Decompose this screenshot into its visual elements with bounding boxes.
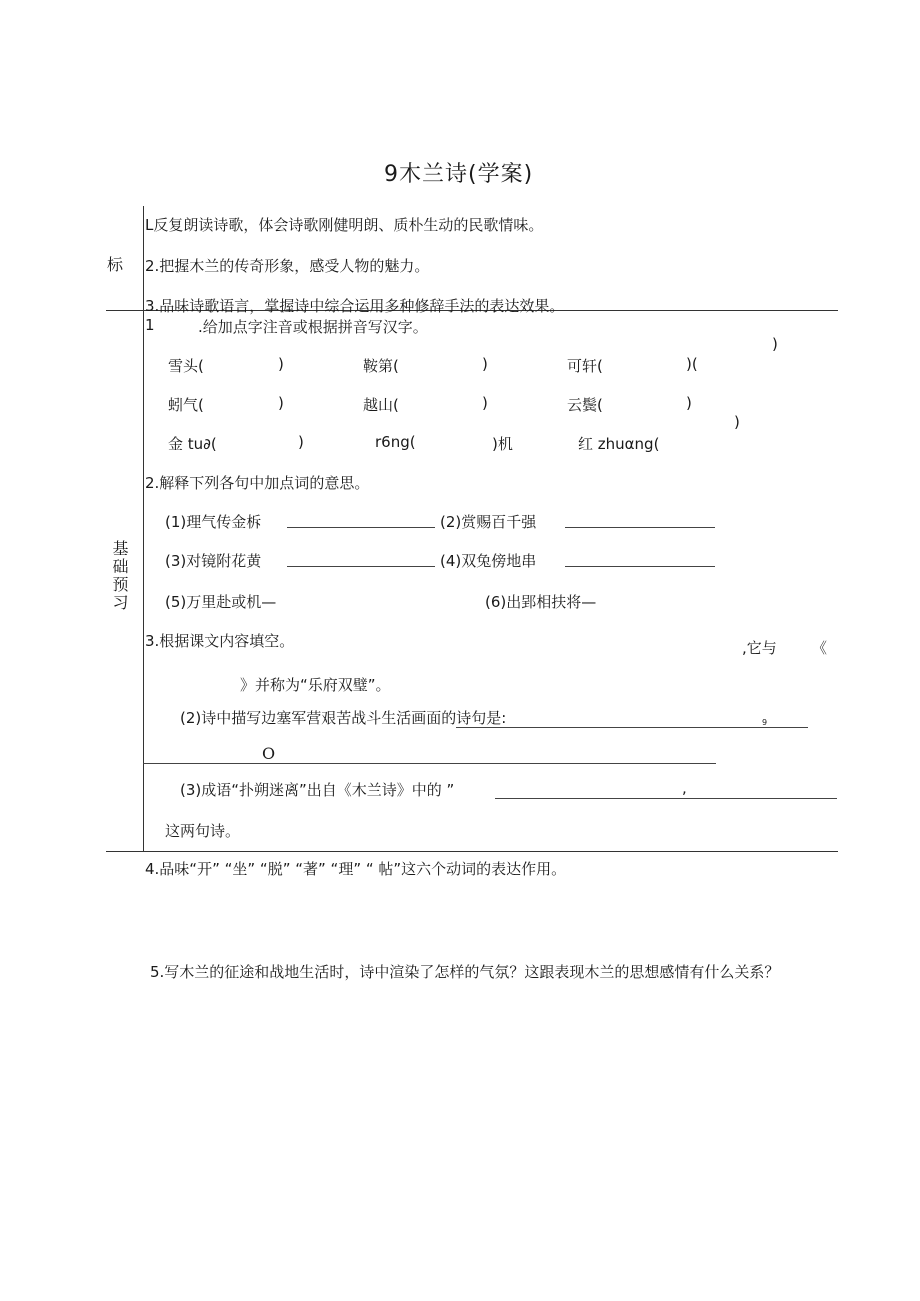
q2-item: (5)万里赴或机— [165, 593, 277, 611]
q1-item: 越山( [363, 396, 399, 414]
q3-tail: ,它与 [742, 639, 777, 657]
q1-item: ) [772, 335, 778, 353]
answer-line[interactable] [143, 763, 716, 764]
q4-text: 4.品味“开” “坐” “脱” “著” “理” “ 帖”这六个动词的表达作用。 [145, 860, 567, 878]
answer-line[interactable] [456, 727, 808, 728]
q1-item: ) [278, 355, 284, 373]
q2-item: (3)对镜附花黄 [165, 552, 262, 570]
answer-line[interactable] [565, 566, 715, 567]
q5-text: 5.写木兰的征途和战地生活时，诗中渲染了怎样的气氛？这跟表现木兰的思想感情有什么关系？ [150, 963, 780, 981]
q3-sub2: (2)诗中描写边塞军营艰苦战斗生活画面的诗句是: [180, 709, 507, 727]
q3-text: 3.根据课文内容填空。 [145, 632, 295, 650]
q1-item: ) [734, 413, 740, 431]
q3-sub3: (3)成语“扑朔迷离”出自《木兰诗》中的 ” [180, 781, 455, 799]
q1-item: )机 [492, 435, 513, 453]
q1-item: ) [278, 394, 284, 412]
q1-item: 雪头( [168, 357, 204, 375]
answer-line[interactable] [287, 566, 435, 567]
q3-mark-o: O [262, 744, 276, 763]
q2-item: (6)出郢相扶将— [485, 593, 597, 611]
objective-item: 2.把握木兰的传奇形象，感受人物的魅力。 [145, 257, 430, 275]
answer-line[interactable] [495, 798, 837, 799]
q1-item: ) [298, 433, 304, 451]
q1-item: 可轩( [567, 357, 603, 375]
preview-bottom-border [106, 851, 838, 852]
q1-item: 蚓气( [168, 396, 204, 414]
objective-item: 3.品味诗歌语言，掌握诗中综合运用多种修辞手法的表达效果。 [145, 297, 565, 315]
q1-item: 金 tu∂( [168, 435, 217, 453]
q1-item: ) [482, 394, 488, 412]
q2-item: (1)理气传金柝 [165, 513, 262, 531]
preview-label: 基础预习 [110, 540, 129, 612]
q1-item: ) [686, 394, 692, 412]
q3-comma: , [682, 779, 687, 797]
q1-item: 红 zhuαng( [578, 435, 660, 453]
objective-item: L反复朗读诗歌，体会诗歌刚健明朗、质朴生动的民歌情味。 [145, 216, 544, 234]
q2-text: 2.解释下列各句中加点词的意思。 [145, 474, 370, 492]
q1-item: r6ng( [375, 433, 416, 451]
q3-bracket-open: 《 [812, 639, 828, 657]
table-left-border [143, 206, 144, 851]
answer-line[interactable] [287, 527, 435, 528]
q3-sub3-end: 这两句诗。 [165, 822, 241, 840]
q1-number: 1 [145, 316, 155, 334]
q2-item: (4)双兔傍地串 [440, 552, 537, 570]
answer-line[interactable] [565, 527, 715, 528]
objectives-label: 标 [107, 255, 124, 274]
q1-text: .给加点字注音或根据拼音写汉字。 [198, 318, 428, 336]
q3-mark-9: 9 [762, 718, 768, 727]
q2-item: (2)赏赐百千强 [440, 513, 537, 531]
q1-item: 云鬓( [567, 396, 603, 414]
page-title: 9木兰诗(学案) [384, 162, 534, 187]
q1-item: )( [686, 355, 698, 373]
q3-line2: 》并称为“乐府双璧”。 [240, 676, 391, 694]
q1-item: 鞍第( [363, 357, 399, 375]
q1-item: ) [482, 355, 488, 373]
